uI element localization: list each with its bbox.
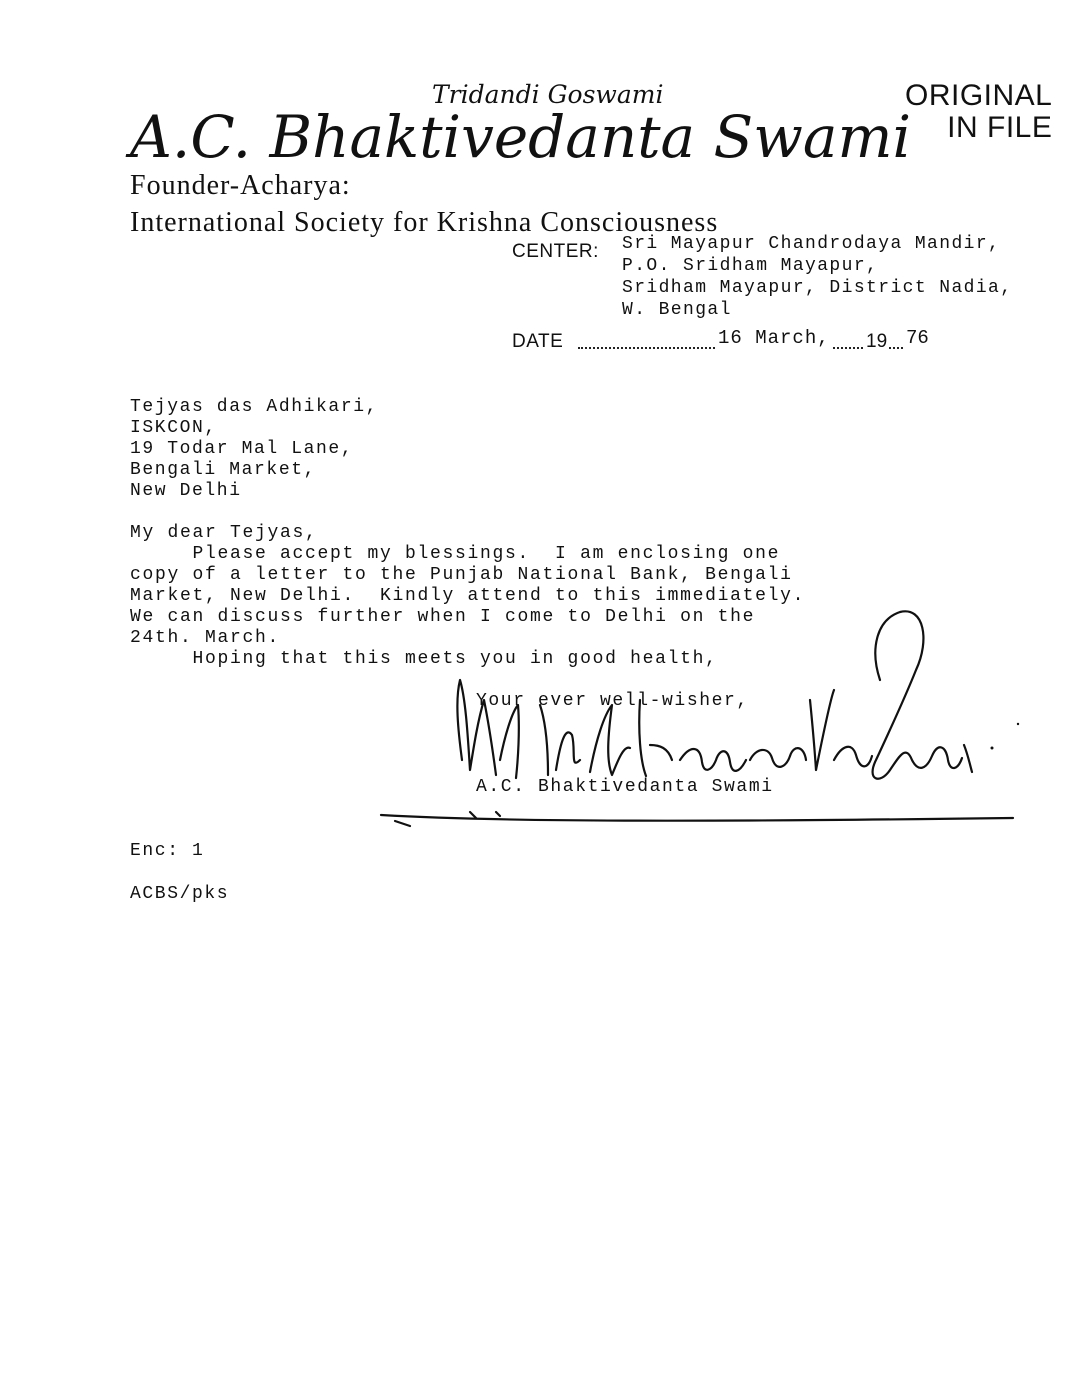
date-value: 16 March, (718, 327, 830, 349)
body-line: Please accept my blessings. I am enclosing one (130, 544, 781, 564)
stamp-line-2: IN FILE (947, 111, 1053, 144)
center-address-line: P.O. Sridham Mayapur, (622, 256, 879, 276)
recipient-line: New Delhi (130, 481, 242, 501)
recipient-line: Tejyas das Adhikari, (130, 397, 379, 417)
stamp-line-1: ORIGINAL (905, 79, 1053, 112)
reference-initials: ACBS/pks (130, 884, 230, 904)
body-line: Hoping that this meets you in good health, (130, 649, 718, 669)
body-line: Market, New Delhi. Kindly attend to this immediately. (130, 586, 806, 606)
letterhead-title: A.C. Bhaktivedanta Swami (130, 103, 912, 171)
body-line: 24th. March. (130, 628, 281, 648)
closing-line: Your ever well-wisher, (476, 691, 749, 711)
date-year: 76 (906, 327, 929, 349)
letterhead-subtitle: Tridandi Goswami (432, 80, 664, 109)
recipient-line: Bengali Market, (130, 460, 317, 480)
enclosure-note: Enc: 1 (130, 841, 205, 861)
recipient-line: 19 Todar Mal Lane, (130, 439, 354, 459)
center-address-line: Sri Mayapur Chandrodaya Mandir, (622, 234, 1001, 254)
center-label: CENTER: (512, 241, 599, 262)
date-year-prefix: 19 (866, 331, 888, 352)
founder-line: Founder-Acharya: (130, 170, 351, 201)
center-address-line: Sridham Mayapur, District Nadia, (622, 278, 1013, 298)
date-label: DATE (512, 331, 564, 352)
salutation: My dear Tejyas, (130, 523, 318, 543)
signer-name: A.C. Bhaktivedanta Swami (476, 777, 774, 797)
body-line: We can discuss further when I come to Delhi on the (130, 607, 756, 627)
society-line: International Society for Krishna Consciousness (130, 207, 719, 238)
body-line: copy of a letter to the Punjab National Bank, Bengali (130, 565, 793, 585)
recipient-line: ISKCON, (130, 418, 217, 438)
center-address-line: W. Bengal (622, 300, 732, 320)
